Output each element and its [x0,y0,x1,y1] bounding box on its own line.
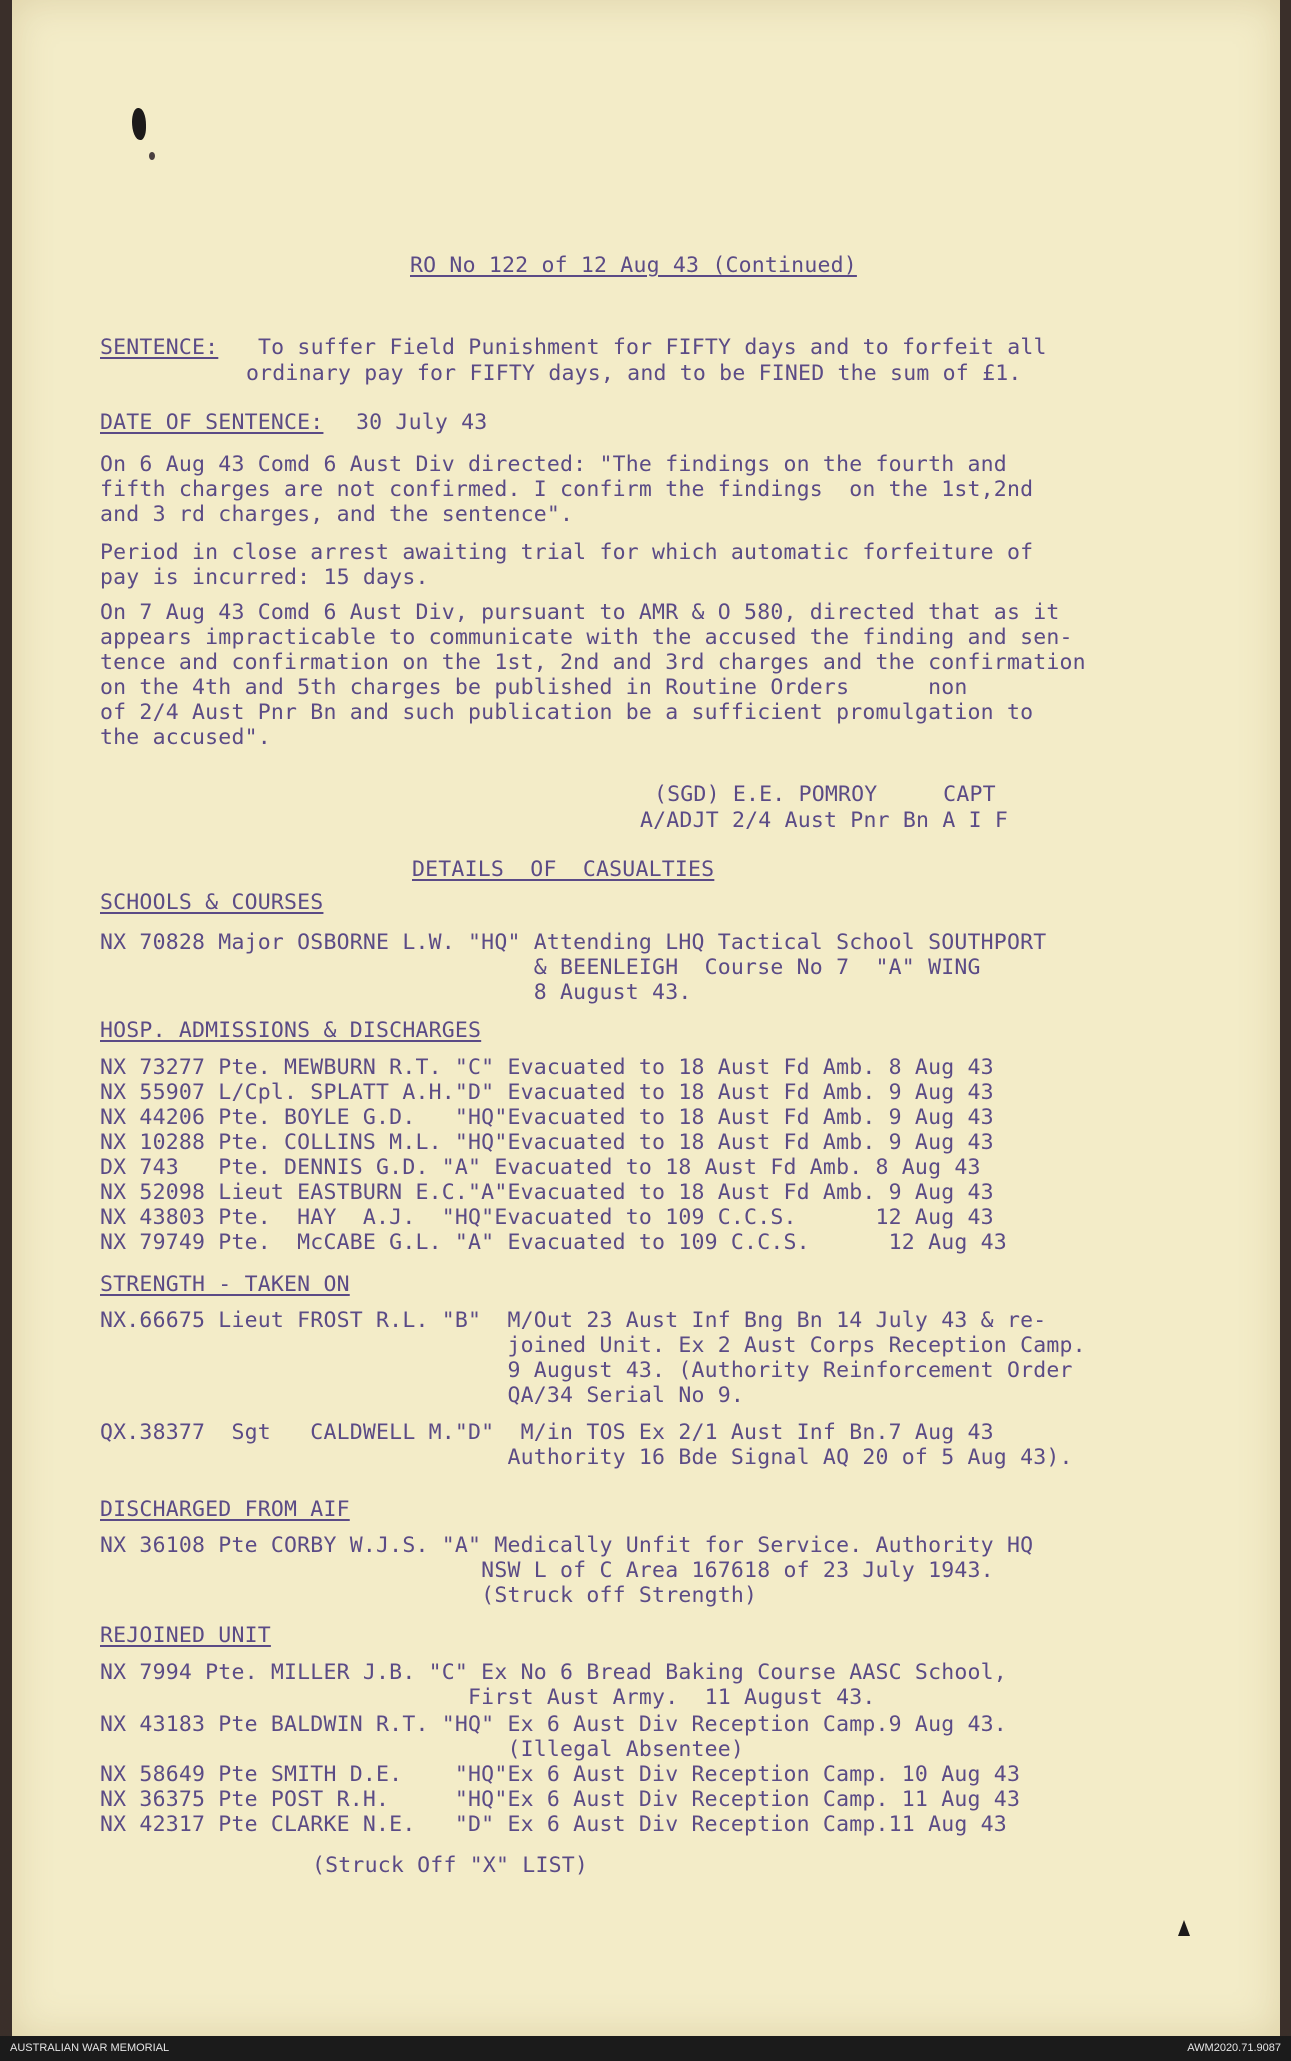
entry-line: NX 36375 Pte POST R.H. "HQ"Ex 6 Aust Div Reception Camp. 11 Aug 43 [100,1787,1021,1812]
entry-line: NX 10288 Pte. COLLINS M.L. "HQ"Evacuated to 18 Aust Fd Amb. 9 Aug 43 [100,1130,994,1155]
date-value: 30 July 43 [356,410,488,435]
footer-source: AUSTRALIAN WAR MEMORIAL [10,2042,170,2054]
entry-line: 8 August 43. [100,980,692,1005]
ink-blot [132,108,146,140]
footnote: (Struck Off "X" LIST) [312,1853,589,1878]
paragraph-line: On 6 Aug 43 Comd 6 Aust Div directed: "The findings on the fourth and [100,452,1007,477]
entry-line: NX 44206 Pte. BOYLE G.D. "HQ"Evacuated to 18 Aust Fd Amb. 9 Aug 43 [100,1105,994,1130]
entry-line: NX 52098 Lieut EASTBURN E.C."A"Evacuated to 18 Aust Fd Amb. 9 Aug 43 [100,1180,994,1205]
page-title: RO No 122 of 12 Aug 43 (Continued) [410,253,857,278]
footer-bar [0,2036,1291,2061]
entry-line: NX 55907 L/Cpl. SPLATT A.H."D" Evacuated to 18 Aust Fd Amb. 9 Aug 43 [100,1080,994,1105]
ink-speck [149,152,155,160]
entry-line: NX 79749 Pte. McCABE G.L. "A" Evacuated to 109 C.C.S. 12 Aug 43 [100,1230,1007,1255]
entry-line: NX 43183 Pte BALDWIN R.T. "HQ" Ex 6 Aust Div Reception Camp.9 Aug 43. [100,1712,1007,1737]
entry-line: NX 73277 Pte. MEWBURN R.T. "C" Evacuated to 18 Aust Fd Amb. 8 Aug 43 [100,1055,994,1080]
arrow-mark-icon [1178,1920,1190,1936]
entry-line: 9 August 43. (Authority Reinforcement Order [100,1358,1073,1383]
sentence-line: To suffer Field Punishment for FIFTY days and to forfeit all [258,335,1047,360]
entry-line: NX.66675 Lieut FROST R.L. "B" M/Out 23 Aust Inf Bng Bn 14 July 43 & re- [100,1308,1047,1333]
paragraph-line: On 7 Aug 43 Comd 6 Aust Div, pursuant to AMR & O 580, directed that as it [100,600,1060,625]
entry-line: First Aust Army. 11 August 43. [100,1685,876,1710]
entry-line: DX 743 Pte. DENNIS G.D. "A" Evacuated to 18 Aust Fd Amb. 8 Aug 43 [100,1155,981,1180]
paragraph-line: pay is incurred: 15 days. [100,565,429,590]
paragraph-line: of 2/4 Aust Pnr Bn and such publication be a sufficient promulgation to [100,700,1034,725]
paragraph-line: and 3 rd charges, and the sentence". [100,502,574,527]
entry-line: (Struck off Strength) [100,1583,758,1608]
date-label: DATE OF SENTENCE: [100,410,324,435]
entry-line: (Illegal Absentee) [100,1737,745,1762]
entry-line: NSW L of C Area 167618 of 23 July 1943. [100,1558,994,1583]
section-heading-schools: SCHOOLS & COURSES [100,890,324,915]
casualties-title: DETAILS OF CASUALTIES [412,857,715,882]
entry-line: joined Unit. Ex 2 Aust Corps Reception Camp. [100,1333,1086,1358]
entry-line: NX 36108 Pte CORBY W.J.S. "A" Medically Unfit for Service. Authority HQ [100,1533,1034,1558]
entry-line: NX 42317 Pte CLARKE N.E. "D" Ex 6 Aust Div Reception Camp.11 Aug 43 [100,1812,1007,1837]
section-heading-discharged: DISCHARGED FROM AIF [100,1497,350,1522]
paragraph-line: Period in close arrest awaiting trial for which automatic forfeiture of [100,540,1034,565]
document-page [12,0,1280,2036]
section-heading-strength: STRENGTH - TAKEN ON [100,1272,350,1297]
entry-line: NX 70828 Major OSBORNE L.W. "HQ" Attending LHQ Tactical School SOUTHPORT [100,930,1047,955]
entry-line: Authority 16 Bde Signal AQ 20 of 5 Aug 43). [100,1445,1073,1470]
sentence-line: ordinary pay for FIFTY days, and to be FINED the sum of £1. [246,361,1022,386]
section-heading-rejoined: REJOINED UNIT [100,1623,271,1648]
entry-line: NX 58649 Pte SMITH D.E. "HQ"Ex 6 Aust Div Reception Camp. 10 Aug 43 [100,1762,1021,1787]
paragraph-line: tence and confirmation on the 1st, 2nd and 3rd charges and the confirmation [100,650,1086,675]
signature-rank: A/ADJT 2/4 Aust Pnr Bn A I F [640,808,1009,833]
sentence-label: SENTENCE: [100,335,219,360]
paragraph-line: fifth charges are not confirmed. I confirm the findings on the 1st,2nd [100,477,1034,502]
paragraph-line: on the 4th and 5th charges be published in Routine Orders non [100,675,968,700]
paragraph-line: the accused". [100,725,271,750]
paragraph-line: appears impracticable to communicate with the accused the finding and sen- [100,625,1073,650]
entry-line: QA/34 Serial No 9. [100,1383,745,1408]
section-heading-hosp: HOSP. ADMISSIONS & DISCHARGES [100,1018,482,1043]
entry-line: QX.38377 Sgt CALDWELL M."D" M/in TOS Ex 2/1 Aust Inf Bn.7 Aug 43 [100,1420,994,1445]
entry-line: NX 43803 Pte. HAY A.J. "HQ"Evacuated to 109 C.C.S. 12 Aug 43 [100,1205,994,1230]
entry-line: NX 7994 Pte. MILLER J.B. "C" Ex No 6 Bread Baking Course AASC School, [100,1660,1007,1685]
signature-line: (SGD) E.E. POMROY CAPT [654,782,996,807]
footer-accession: AWM2020.71.9087 [1187,2042,1281,2054]
entry-line: & BEENLEIGH Course No 7 "A" WING [100,955,981,980]
